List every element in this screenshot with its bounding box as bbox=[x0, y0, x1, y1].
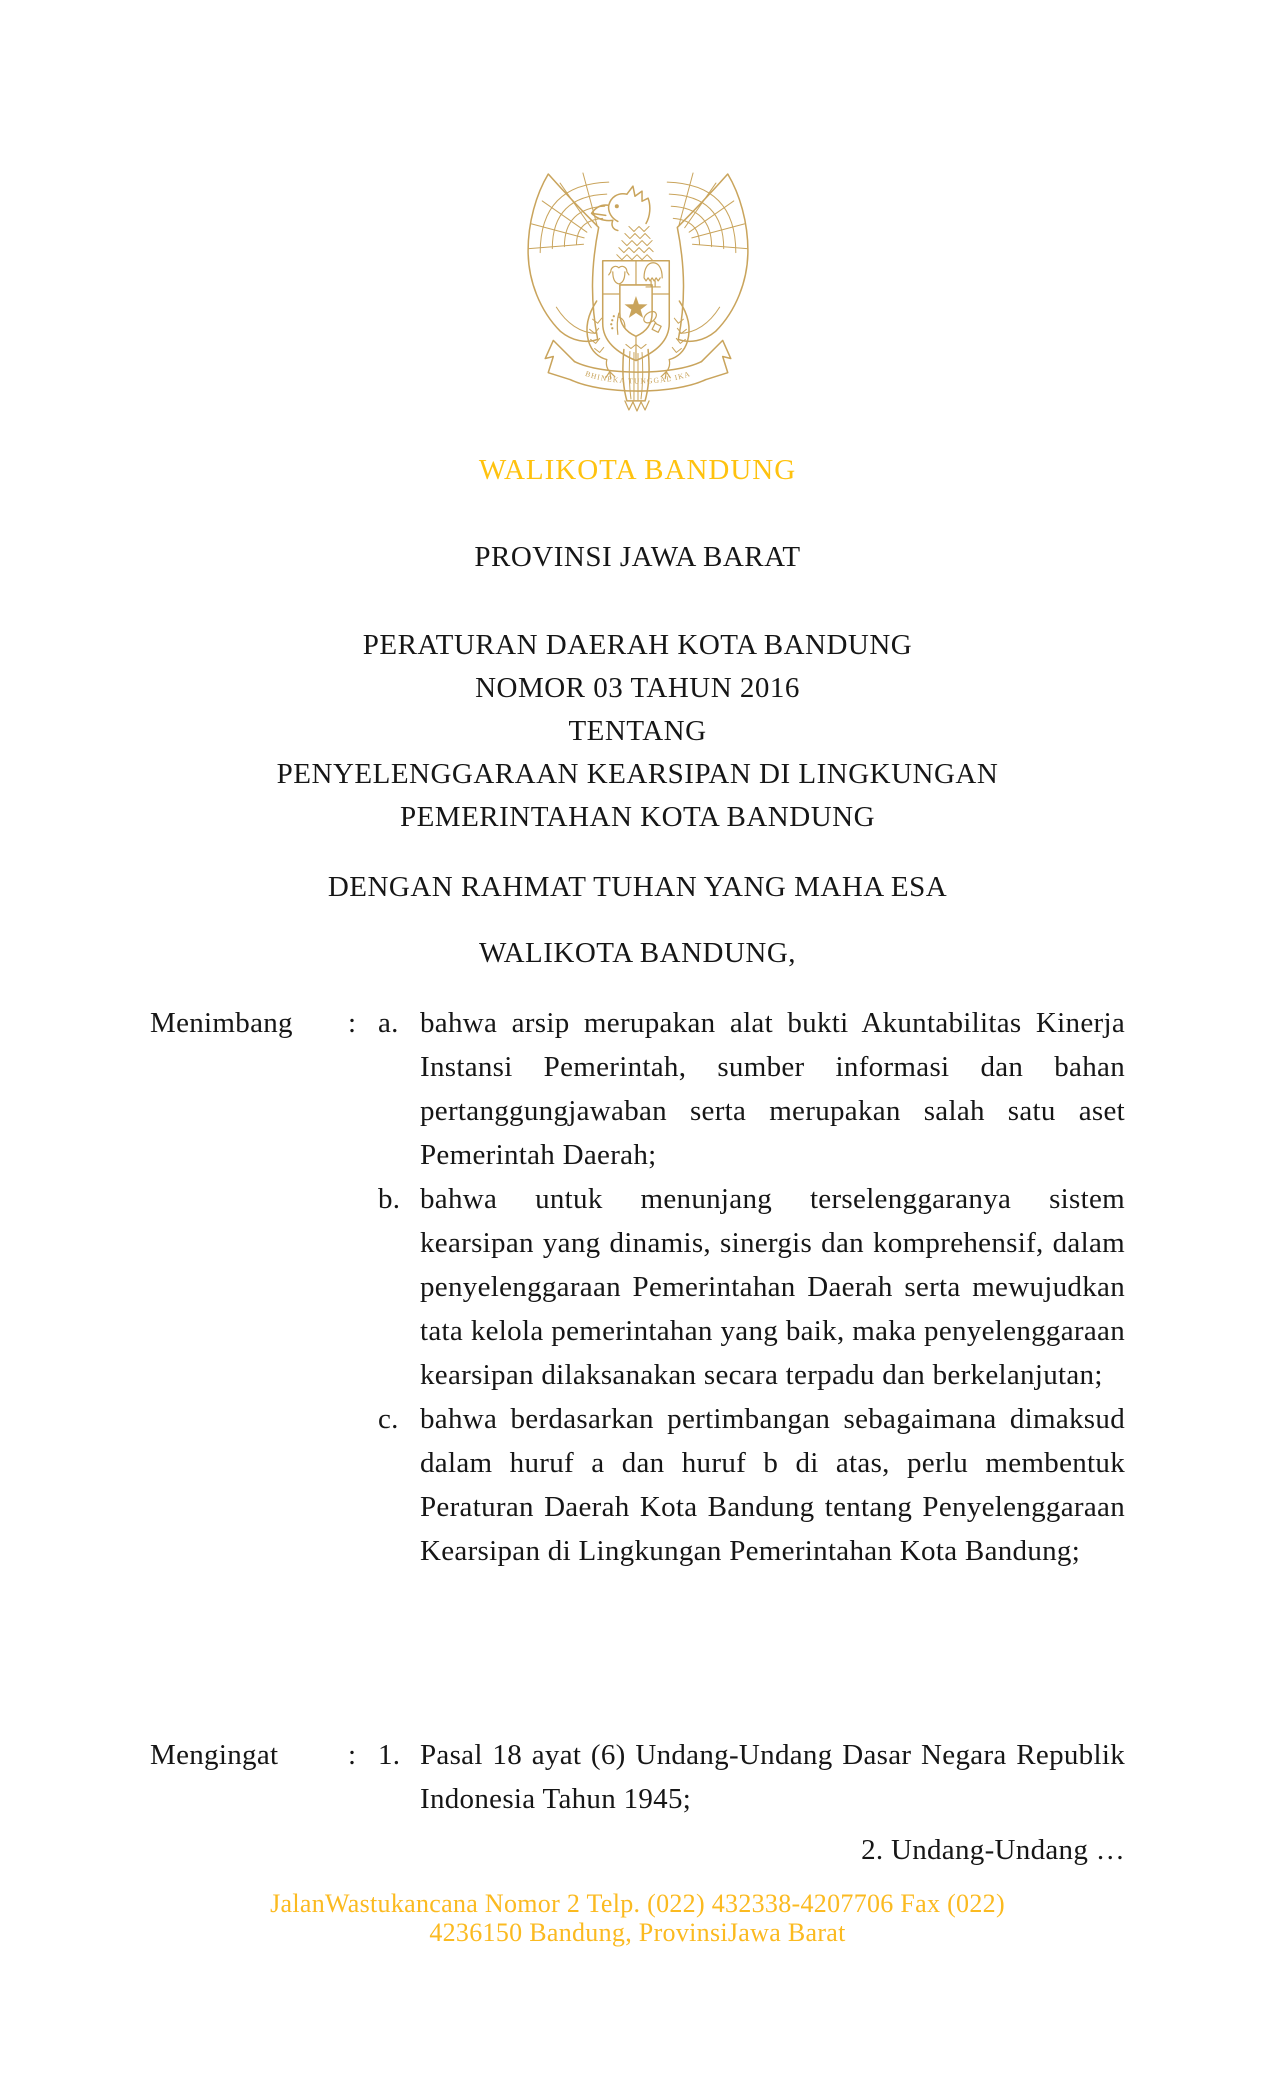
eagle-eye bbox=[614, 204, 618, 208]
consideration-row-b bbox=[150, 1177, 1125, 1397]
legal-basis-label: Mengingat bbox=[150, 1739, 279, 1771]
address-footer bbox=[0, 1889, 1275, 1947]
title-line-subject-2: PEMERINTAHAN KOTA BANDUNG bbox=[399, 801, 876, 833]
legal-basis-row-1 bbox=[150, 1733, 1125, 1821]
consideration-marker-a: a. bbox=[378, 1007, 399, 1039]
title-line-subject-1: PENYELENGGARAAN KEARSIPAN DI LINGKUNGAN bbox=[276, 758, 999, 790]
issuer-line: WALIKOTA BANDUNG, bbox=[478, 937, 797, 969]
province-heading: PROVINSI JAWA BARAT bbox=[474, 541, 801, 573]
consideration-text-b: bahwa untuk menunjang terselenggaranya sistem kearsipan yang dinamis, sinergis dan komprehensif, dalam penyelenggaraan Pemerintahan Daerah serta mewujudkan tata kelola pemerintahan yang baik, maka penyelenggaraan kearsipan dilaksanakan secara terpadu dan berkelanjutan; bbox=[420, 1183, 1125, 1391]
garuda-pancasila-emblem bbox=[526, 172, 750, 414]
footer-address-line-1: JalanWastukancana Nomor 2 Telp. (022) 432338-4207706 Fax (022) bbox=[270, 1889, 1005, 1918]
emblem-motto: BHINEKA TUNGGAL IKA bbox=[583, 369, 692, 386]
considerations-section bbox=[150, 1001, 1125, 1573]
consideration-row-a bbox=[150, 1001, 1125, 1177]
pancasila-star bbox=[624, 296, 647, 318]
consideration-row-c bbox=[150, 1397, 1125, 1573]
consideration-text-a: bahwa arsip merupakan alat bukti Akuntabilitas Kinerja Instansi Pemerintah, sumber informasi dan bahan pertanggungjawaban serta merupakan salah satu aset Pemerintah Daerah; bbox=[420, 1007, 1125, 1171]
footer-address-line-2: 4236150 Bandung, ProvinsiJawa Barat bbox=[429, 1918, 846, 1947]
title-line-number: NOMOR 03 TAHUN 2016 bbox=[475, 672, 800, 704]
continuation-catchword: 2. Undang-Undang … bbox=[861, 1834, 1125, 1866]
regulation-title bbox=[0, 624, 1275, 839]
consideration-marker-c: c. bbox=[378, 1403, 399, 1435]
legal-basis-text-1: Pasal 18 ayat (6) Undang-Undang Dasar Negara Republik Indonesia Tahun 1945; bbox=[420, 1739, 1125, 1815]
invocation-line: DENGAN RAHMAT TUHAN YANG MAHA ESA bbox=[327, 871, 948, 903]
considerations-colon: : bbox=[348, 1007, 357, 1039]
consideration-text-c: bahwa berdasarkan pertimbangan sebagaimana dimaksud dalam huruf a dan huruf b di atas, perlu membentuk Peraturan Daerah Kota Bandung tentang Penyelenggaraan Kearsipan di Lingkungan Pemerintahan Kota Bandung; bbox=[420, 1403, 1125, 1567]
office-heading: WALIKOTA BANDUNG bbox=[478, 454, 797, 486]
title-line-about: TENTANG bbox=[568, 715, 707, 747]
title-line-regulation: PERATURAN DAERAH KOTA BANDUNG bbox=[362, 629, 913, 661]
consideration-marker-b: b. bbox=[378, 1183, 401, 1215]
considerations-label: Menimbang bbox=[150, 1007, 293, 1039]
legal-basis-section bbox=[150, 1733, 1125, 1821]
rice-grains bbox=[610, 315, 615, 329]
legal-basis-marker-1: 1. bbox=[378, 1739, 401, 1771]
legal-basis-colon: : bbox=[348, 1739, 357, 1771]
